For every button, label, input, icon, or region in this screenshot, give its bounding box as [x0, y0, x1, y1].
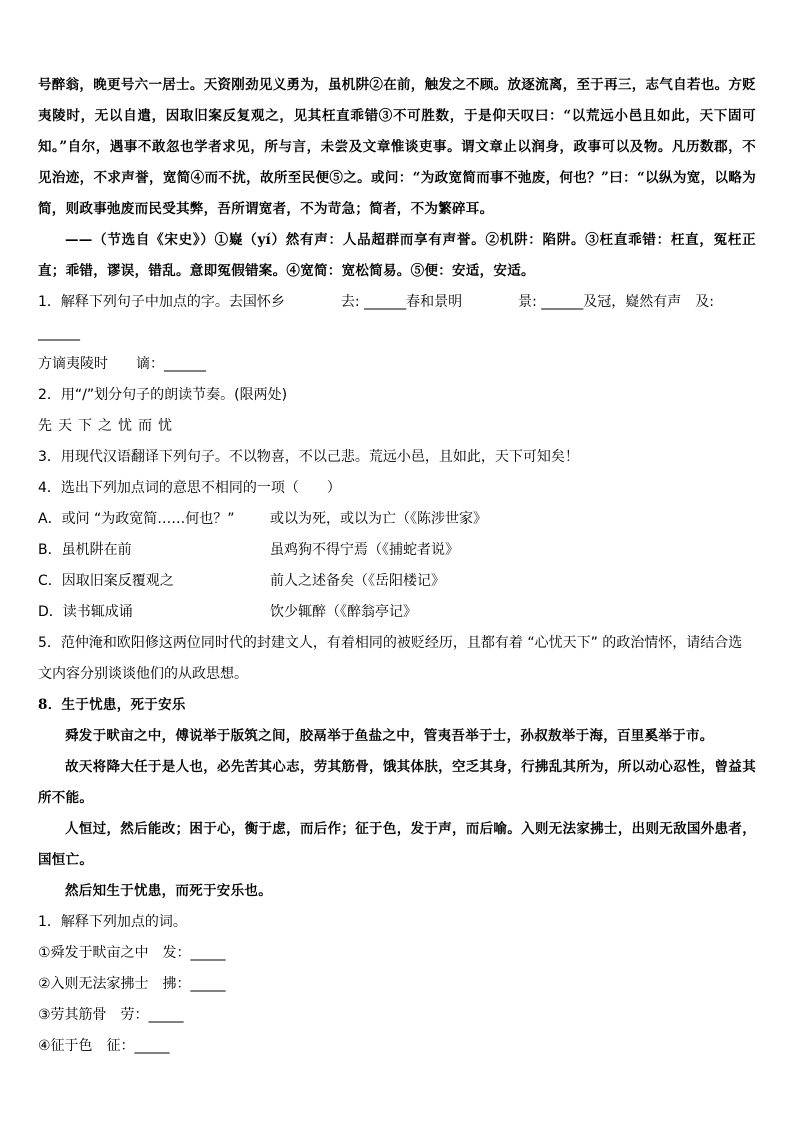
option-a-right: 或以为死，或以为亡（《陈涉世家》 — [270, 511, 487, 527]
question-5: 5．范仲淹和欧阳修这两位同时代的封建文人，有着相同的被贬经历，且都有着 “心忧天下” 的政治情怀，请结合选文内容分别谈谈他们的从政思想。 — [38, 635, 743, 682]
question-6: 1．解释下列加点的词。 — [38, 914, 187, 930]
passage-2-title: 8．生于忧患，死于安乐 — [38, 697, 186, 713]
passage-2-paragraph-3: 人恒过，然后能改；困于心，衡于虑，而后作；征于色，发于声，而后喻。入则无法家拂士，出则无敌国外患者，国恒亡。 — [38, 821, 756, 868]
option-d-left: D．读书辄成诵 — [38, 604, 133, 620]
question-6-item-3: ③劳其筋骨 劳：_____ — [38, 1007, 184, 1023]
passage-2-paragraph-1: 舜发于畎亩之中，傅说举于版筑之间，胶鬲举于鱼盐之中，管夷吾举于士，孙叔敖举于海，百里奚举于市。 — [65, 728, 714, 744]
option-a-left: A．或问 “为政宽简……何也？” — [38, 511, 235, 527]
passage-2-paragraph-2: 故天将降大任于是人也，必先苦其心志，劳其筋骨，饿其体肤，空乏其身，行拂乱其所为，所以动心忍性，曾益其所不能。 — [38, 759, 756, 806]
option-c-right: 前人之述备矣（《岳阳楼记》 — [270, 573, 445, 589]
question-3: 3．用现代汉语翻译下列句子。不以物喜，不以己悲。荒远小邑，且如此，天下可知矣！ — [38, 449, 579, 465]
option-b-left: B．虽机阱在前 — [38, 542, 132, 558]
option-c-left: C．因取旧案反覆观之 — [38, 573, 174, 589]
question-6-item-2: ②入则无法家拂士 拂：_____ — [38, 976, 226, 992]
question-4-option-a — [38, 504, 756, 535]
question-6-item-4: ④征于色 征：_____ — [38, 1038, 170, 1054]
question-4-option-d — [38, 597, 756, 628]
question-4: 4．选出下列加点词的意思不相同的一项（ ） — [38, 480, 341, 496]
passage-2-paragraph-4: 然后知生于忧患，而死于安乐也。 — [65, 883, 272, 899]
option-b-right: 虽鸡狗不得宁焉（《捕蛇者说》 — [270, 542, 459, 558]
question-6-item-1: ①舜发于畎亩之中 发：_____ — [38, 945, 226, 961]
question-2-sentence: 先天下之忧而忧 — [38, 418, 178, 434]
question-1-line-1: 1．解释下列句子中加点的字。去国怀乡 去: ______春和景明 景: ______及冠，嶷然有声 及: ______ — [38, 294, 714, 341]
question-1-line-2: 方谪夷陵时 谪：______ — [38, 356, 206, 372]
question-4-option-c — [38, 566, 756, 597]
question-4-option-b — [38, 535, 756, 566]
option-d-right: 饮少辄醉（《醉翁亭记》 — [270, 604, 417, 620]
passage-annotation: ——（节选自《宋史》）①嶷（yí）然有声：人品超群而享有声誉。②机阱：陷阱。③枉直乖错：枉直，冤枉正直；乖错，谬误，错乱。意即冤假错案。④宽简：宽松简易。⑤便：安适，安适。 — [38, 232, 756, 279]
passage-paragraph: 号醉翁，晚更号六一居士。天资刚劲见义勇为，虽机阱②在前，触发之不顾。放逐流离，至于再三，志气自若也。方贬夷陵时，无以自遣，因取旧案反复观之，见其枉直乖错③不可胜数，于是仰天叹曰：“以荒远小邑且如此，天下固可知。”自尔，遇事不敢忽也学者求见，所与言，未尝及文章惟谈吏事。谓文章止以润身，政事可以及物。凡历数郡，不见治迹，不求声誉，宽简④而不扰，故所至民便⑤之。或问：“为政宽简而事不弛废，何也？”曰：“以纵为宽，以略为简，则政事弛废而民受其弊，吾所谓宽者，不为苛急；简者，不为繁碎耳。 — [38, 77, 756, 217]
question-2: 2．用“/”划分句子的朗读节奏。(限两处) — [38, 387, 288, 403]
